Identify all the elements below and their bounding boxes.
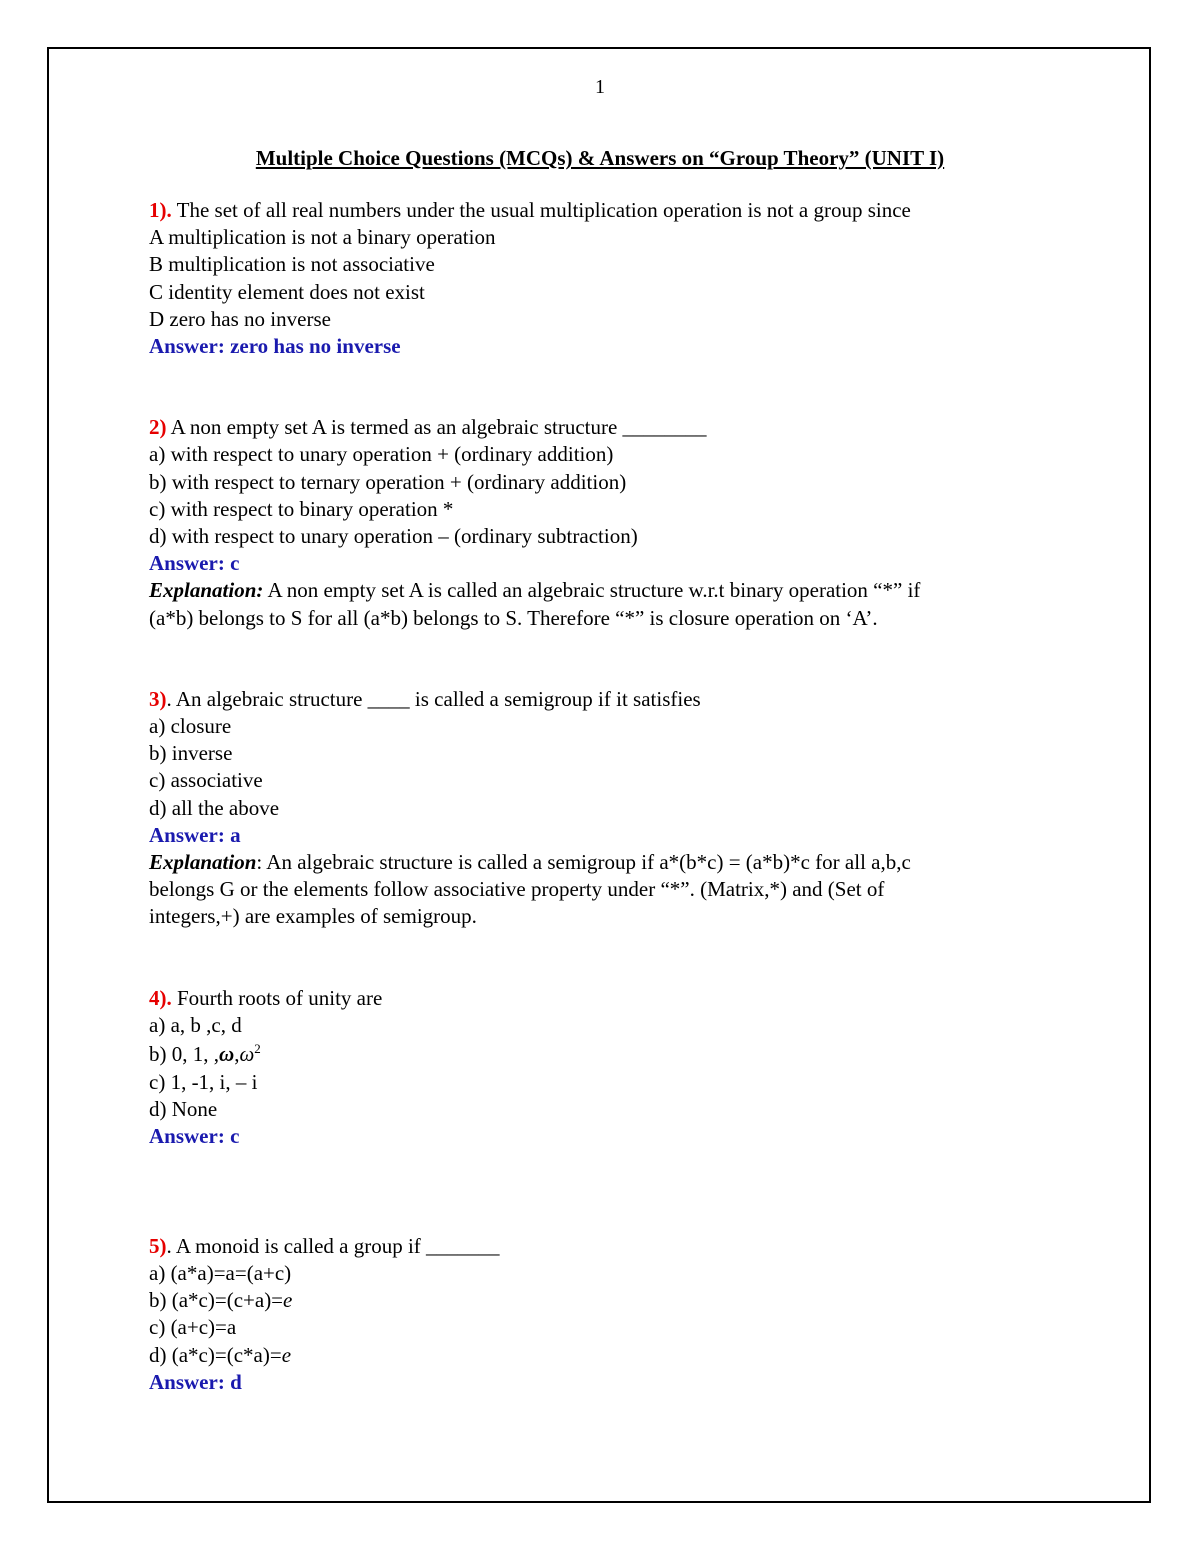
question-5-option-d xyxy=(149,1342,1049,1369)
omega-exponent: 2 xyxy=(254,1041,261,1057)
question-4-number: 4). xyxy=(149,985,172,1010)
question-5-option-c: c) (a+c)=a xyxy=(149,1315,237,1340)
question-1-text: The set of all real numbers under the usual multiplication operation is not a group since xyxy=(171,198,911,222)
question-5-option-d-text: d) (a*c)=(c*a)= xyxy=(149,1342,282,1367)
question-2-explanation-label: Explanation: xyxy=(149,578,264,603)
question-3-answer: Answer: a xyxy=(149,822,241,847)
page-number: 1 xyxy=(595,76,605,98)
question-2-number: 2) xyxy=(149,415,167,440)
question-3-option-a: a) closure xyxy=(149,714,232,739)
question-5-text: . A monoid is called a group if _______ xyxy=(166,1233,500,1258)
question-4-text: Fourth roots of unity are xyxy=(171,985,383,1010)
question-4-option-d: d) None xyxy=(149,1097,218,1122)
question-2-answer: Answer: c xyxy=(149,551,240,576)
question-3-option-c: c) associative xyxy=(149,768,263,793)
question-5-stem xyxy=(149,1233,1049,1260)
question-5-option-b xyxy=(149,1287,1049,1314)
question-3-text: . An algebraic structure ____ is called a semigroup if it satisfies xyxy=(166,686,701,711)
question-2-explanation-line-2: (a*b) belongs to S for all (a*b) belongs to S. Therefore “*” is closure operation on ‘A’. xyxy=(149,605,878,630)
question-3-option-b: b) inverse xyxy=(149,741,233,766)
question-4-option-c: c) 1, -1, i, – i xyxy=(149,1070,258,1095)
question-5-answer: Answer: d xyxy=(149,1369,242,1394)
question-3-explanation-line-2: belongs G or the elements follow associative property under “*”. (Matrix,*) and (Set of xyxy=(149,877,885,902)
question-4-option-b: b) 0, 1, $,\omega,\omega^2$ xyxy=(149,1041,261,1067)
question-2-option-d: d) with respect to unary operation – (ordinary subtraction) xyxy=(149,524,638,549)
question-1 xyxy=(149,197,1049,360)
question-3-explanation-line-3: integers,+) are examples of semigroup. xyxy=(149,904,477,929)
question-4-option-b-text: b) 0, 1, , xyxy=(149,1042,219,1067)
question-3-explanation xyxy=(149,849,1049,931)
question-2-option-b: b) with respect to ternary operation + (ordinary addition) xyxy=(149,469,627,494)
question-2-text: A non empty set A is termed as an algebraic structure ________ xyxy=(166,415,707,440)
question-4 xyxy=(149,985,1049,1151)
omega-squared-symbol: ω xyxy=(239,1042,255,1067)
question-3-number: 3) xyxy=(149,686,167,711)
question-1-number: 1). xyxy=(149,198,172,222)
question-3 xyxy=(149,686,1049,931)
question-2-explanation-line-1: A non empty set A is called an algebraic structure w.r.t binary operation “*” if xyxy=(263,578,921,603)
question-4-option-a: a) a, b ,c, d xyxy=(149,1012,242,1037)
question-3-explanation-label: Explanation xyxy=(149,850,257,875)
question-1-answer: Answer: zero has no inverse xyxy=(149,334,401,359)
question-3-stem xyxy=(149,686,1049,713)
identity-symbol-d: e xyxy=(281,1342,292,1367)
question-1-option-b: B multiplication is not associative xyxy=(149,252,435,277)
question-1-option-d: D zero has no inverse xyxy=(149,306,331,331)
question-1-option-c: C identity element does not exist xyxy=(149,279,425,304)
question-2-explanation xyxy=(149,577,1049,631)
question-1-stem xyxy=(149,197,1049,224)
question-3-option-d: d) all the above xyxy=(149,795,280,820)
question-5-number: 5) xyxy=(149,1233,167,1258)
question-5-option-b-text: b) (a*c)=(c+a)= xyxy=(149,1288,284,1313)
question-1-option-a: A multiplication is not a binary operation xyxy=(149,225,496,250)
question-2-stem xyxy=(149,414,1049,441)
question-4-answer: Answer: c xyxy=(149,1124,240,1149)
question-2-option-c: c) with respect to binary operation * xyxy=(149,496,454,521)
identity-symbol-b: e xyxy=(283,1288,293,1313)
question-3-explanation-line-1: : An algebraic structure is called a semigroup if a*(b*c) = (a*b)*c for all a,b,c xyxy=(256,850,911,875)
omega-symbol: ω xyxy=(219,1042,235,1067)
question-4-stem xyxy=(149,985,1049,1012)
question-5 xyxy=(149,1233,1049,1396)
document-title: Multiple Choice Questions (MCQs) & Answers on “Group Theory” (UNIT I) xyxy=(255,146,945,170)
question-5-option-a: a) (a*a)=a=(a+c) xyxy=(149,1260,292,1285)
document-body xyxy=(149,197,1049,1396)
question-2-option-a: a) with respect to unary operation + (ordinary addition) xyxy=(149,442,614,467)
question-2 xyxy=(149,414,1049,632)
